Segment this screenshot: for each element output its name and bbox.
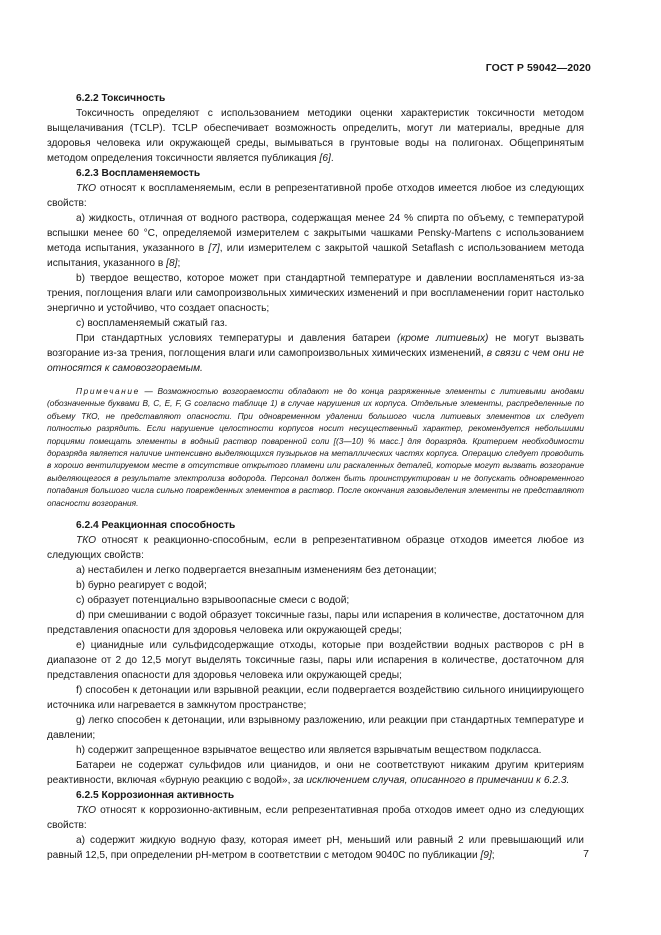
note-lithium	[47, 385, 584, 509]
paragraph-toxicity: Токсичность определяют с использованием методики оценки характеристик токсичности методом выщелачивания (TCLP). TCLP обеспечивает возможность определить, могут ли материалы, вредные для здоровья человека или окружающей среды, вымываться в грунтовые воды на полигонах. Общепринятым методом определения токсичности является публикация [6].	[47, 108, 584, 164]
paragraph-reactivity-intro: ТКО относят к реакционно-способным, если в репрезентативном образце отходов имеется любое из следующих свойств:	[47, 535, 584, 562]
paragraph-standard-conditions: При стандартных условиях температуры и давления батареи (кроме литиевых) не могут вызвать возгорание из-за трения, поглощения влаги или самопроизвольных химических изменений, в связи с чем они не относятся к самовозгораемым.	[47, 333, 585, 374]
paragraph-batteries-reactivity: Батареи не содержат сульфидов или цианидов, и они не соответствуют никаким другим критериям реактивности, включая «бурную реакцию с водой», за исключением случая, описанного в примечании к 6.2.3.	[47, 760, 584, 787]
list-item-f: f) способен к детонации или взрывной реакции, если подвергается воздействию сильного инициирующего источника или нагревается в замкнутом пространстве;	[47, 685, 584, 712]
section-heading-6-2-3: 6.2.3 Воспламеняемость	[76, 168, 201, 179]
list-item-c: с) образует потенциально взрывоопасные смеси с водой;	[76, 595, 350, 607]
standard-designation: ГОСТ Р 59042—2020	[485, 62, 591, 74]
paragraph-flammability-intro: ТКО относят к воспламеняемым, если в репрезентативной пробе отходов имеется любое из следующих свойств:	[47, 183, 584, 209]
list-item-d: d) при смешивании с водой образует токсичные газы, пары или испарения в количестве, достаточном для представления опасности для здоровья человека или окружающей среды;	[47, 610, 584, 637]
section-heading-6-2-4: 6.2.4 Реакционная способность	[76, 520, 236, 532]
list-item-b: b) бурно реагирует с водой;	[76, 580, 207, 592]
page-body	[47, 91, 584, 863]
list-item-b-solid: b) твердое вещество, которое может при стандартной температуре и давлении воспламеняться из-за трения, поглощения влаги или самопроизвольных химических изменений и при воспламенении горит настолько энергично и устойчиво, что создает опасность;	[47, 273, 584, 314]
list-item-g: g) легко способен к детонации, или взрывному разложению, или реакции при стандартных температуре и давлении;	[47, 715, 584, 742]
list-item-e: е) цианидные или сульфидсодержащие отходы, которые при воздействии водных растворов с pH в диапазоне от 2 до 12,5 могут выделять токсичные газы, пары или испарения в количестве, достаточном для представления опасности для здоровья человека или окружающей среды;	[47, 640, 584, 682]
page-number: 7	[583, 848, 589, 860]
section-heading-6-2-2: 6.2.2 Токсичность	[76, 93, 166, 104]
list-item-c-gas: с) воспламеняемый сжатый газ.	[76, 318, 228, 329]
reference-6[interactable]: [6]	[319, 153, 331, 164]
note-text: — Возможностью возгораемости обладают не до конца разряженные элементы с литиевыми анодами (обозначенные буквами B, C, E, F, G согласно таблице 1) в случае нарушения их корпуса. Отдельные элементы, распределенные по объему ТКО, не представляют опасности. При одновременном удалении большого числа литиевых элементов их следует полностью разрядить. Если нарушение целостности корпусов носит несущественный характер, рекомендуется небольшими порциями помещать элементы в водный раствор поваренной соли [(3—10) % масс.] для доразряда. Критерием необходимости доразряда является наличие интенсивно выделяющихся пузырьков на металлических частях корпуса. Операцию следует проводить в хорошо вентилируемом месте в отсутствие открытого пламени или раскаленных деталей, которые могут вызвать возгорание выделяющегося в результате электролиза водорода. Персонал должен быть проинструктирован и не допускать одновременного попадания большого числа сильно поврежденных элементов в раствор. После окончания газовыделения элементы не представляют опасности возгорания.	[47, 386, 584, 508]
note-label: Примечание	[76, 386, 140, 396]
reference-9[interactable]: [9]	[480, 850, 492, 862]
reference-7[interactable]: [7]	[208, 243, 220, 254]
paragraph-corrosivity-intro: ТКО относят к коррозионно-активным, если репрезентативная проба отходов имеет одно из следующих свойств:	[47, 805, 584, 832]
list-item-a: а) нестабилен и легко подвергается внезапным изменениям без детонации;	[76, 565, 437, 577]
list-item-a-liquid: а) жидкость, отличная от водного раствора, содержащая менее 24 % спирта по объему, с температурой вспышки менее 60 °С, определяемой измерителем с закрытыми чашками Pensky-Martens с использованием метода испытания, указанного в [7], или измерителем с закрытой чашкой Setaflash с использованием метода испытания, указанного в [8];	[47, 213, 584, 269]
list-item-h: h) содержит запрещенное взрывчатое вещество или является взрывчатым веществом подкласса.	[76, 745, 542, 757]
reference-8[interactable]: [8]	[166, 258, 178, 269]
list-item-a-ph: а) содержит жидкую водную фазу, которая имеет pH, меньший или равный 2 или превышающий или равный 12,5, при определении pH-метром в соответствии с методом 9040C по публикации [9];	[47, 835, 584, 862]
section-heading-6-2-5: 6.2.5 Коррозионная активность	[76, 790, 235, 802]
